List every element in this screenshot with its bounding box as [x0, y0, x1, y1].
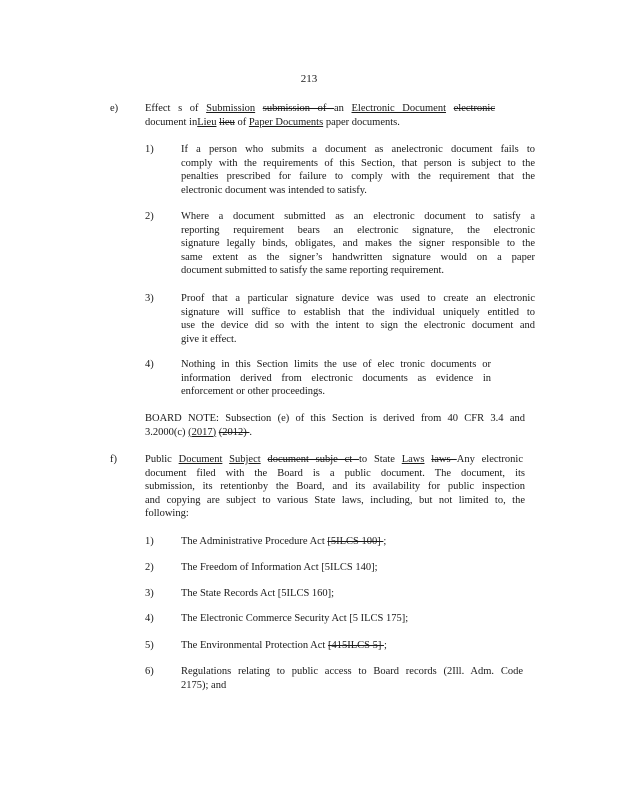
item-e2-text: Where a document submitted as an electronic document to satisfy a reporting requirement bears an electronic signature, the electronic signature legally binds, obligates, and makes the signer responsible to the same extent as the signer’s handwritten signature would on a paper document submitted to satisfy the same reporting requirement. [181, 211, 535, 276]
item-f3-marker: 3) [145, 588, 154, 599]
item-e1-marker: 1) [145, 144, 154, 155]
item-f4-text: The Electronic Commerce Security Act [5 ILCS 175]; [181, 613, 409, 624]
section-f-text: Public Document Subject document subje ct to State Laws laws Any electronic document filed with the Board is a public document. The document, its submission, its retentionby the Board, and its availability for public inspection and copying are subject to various State laws, including, but not limited to, the following: [145, 454, 525, 519]
board-note: BOARD NOTE: Subsection (e) of this Section is derived from 40 CFR 3.4 and 3.2000(c) (2017) (2012) . [145, 413, 525, 438]
item-e3-text: Proof that a particular signature device was used to create an electronic signature will suffice to establish that the individual uniquely entitled to use the device did so with the intent to sign the electronic document and give it effect. [181, 293, 535, 345]
item-f1-marker: 1) [145, 536, 154, 547]
item-f5-text: The Environmental Protection Act [415ILCS 5] ; [181, 640, 387, 651]
item-f2-marker: 2) [145, 562, 154, 573]
page-number: 213 [300, 73, 318, 85]
item-e4-marker: 4) [145, 359, 154, 370]
section-e-heading: Effect s of Submission submission of an Electronic Document electronic document inLieu lieu of Paper Documents paper documents. [145, 103, 496, 128]
item-f3-text: The State Records Act [5ILCS 160]; [181, 588, 335, 599]
item-f6-marker: 6) [145, 666, 154, 677]
item-e2-marker: 2) [145, 211, 154, 222]
section-f-marker: f) [110, 454, 117, 465]
item-f4-marker: 4) [145, 613, 154, 624]
item-f1-text: The Administrative Procedure Act [5ILCS 100] ; [181, 536, 387, 547]
item-f5-marker: 5) [145, 640, 154, 651]
section-e-marker: e) [110, 103, 119, 114]
item-f6-text: Regulations relating to public access to Board records (2Ill. Adm. Code 2175); and [181, 666, 523, 691]
item-f2-text: The Freedom of Information Act [5ILCS 140]; [181, 562, 378, 573]
item-e4-text: Nothing in this Section limits the use of elec tronic documents or information derived from electronic documents as evidence in enforcement or other proceedings. [181, 359, 491, 397]
item-e3-marker: 3) [145, 293, 154, 304]
item-e1-text: If a person who submits a document as anelectronic document fails to comply with the requirements of this Section, that person is subject to the penalties prescribed for failure to comply with the requirement that the electronic document was intended to satisfy. [181, 144, 535, 196]
